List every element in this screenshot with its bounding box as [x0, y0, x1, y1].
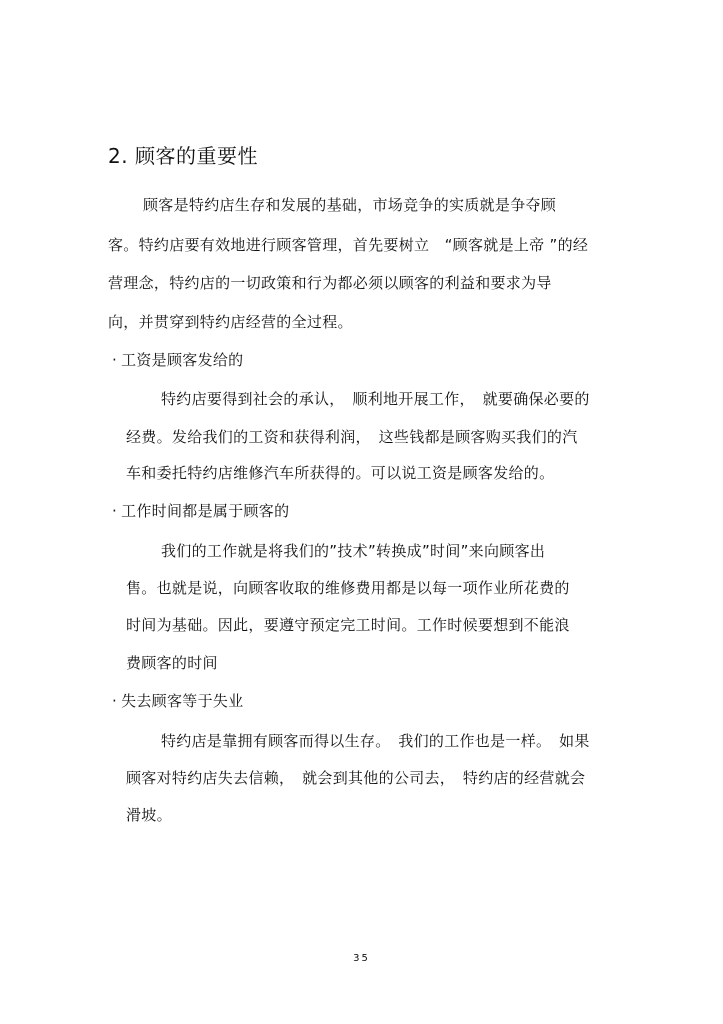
point-2-line-2: 售。也就是说，向顾客收取的维修费用都是以每一项作业所花费的 [126, 579, 570, 597]
intro-line-2: 客。特约店要有效地进行顾客管理，首先要树立 “顾客就是上帝 ”的经 [108, 236, 589, 254]
section-title: 2. 顾客的重要性 [108, 144, 258, 168]
point-3-line-1: 特约店是靠拥有顾客而得以生存。 我们的工作也是一样。 如果 [161, 732, 590, 750]
point-2-line-4: 费顾客的时间 [126, 654, 218, 672]
intro-line-4: 向，并贯穿到特约店经营的全过程。 [108, 313, 353, 331]
point-3-line-3: 滑坡。 [126, 806, 172, 824]
point-2-line-3: 时间为基础。因此，要遵守预定完工时间。工作时候要想到不能浪 [126, 616, 570, 634]
point-2-title: · 工作时间都是属于顾客的 [112, 501, 289, 521]
point-3-title: · 失去顾客等于失业 [112, 691, 243, 711]
intro-line-1: 顾客是特约店生存和发展的基础，市场竞争的实质就是争夺顾 [143, 196, 557, 214]
intro-line-3: 营理念，特约店的一切政策和行为都必须以顾客的利益和要求为导 [108, 274, 552, 292]
page-number: 35 [353, 953, 370, 964]
point-3-line-2: 顾客对特约店失去信赖， 就会到其他的公司去， 特约店的经营就会 [126, 769, 586, 787]
point-1-title: · 工资是顾客发给的 [112, 350, 243, 370]
point-1-line-2: 经费。发给我们的工资和获得利润， 这些钱都是顾客购买我们的汽 [126, 428, 578, 446]
point-2-line-1: 我们的工作就是将我们的”技术”转换成”时间”来向顾客出 [161, 542, 546, 560]
point-1-line-3: 车和委托特约店维修汽车所获得的。可以说工资是顾客发给的。 [126, 464, 555, 482]
point-1-line-1: 特约店要得到社会的承认， 顺利地开展工作， 就要确保必要的 [161, 390, 590, 408]
